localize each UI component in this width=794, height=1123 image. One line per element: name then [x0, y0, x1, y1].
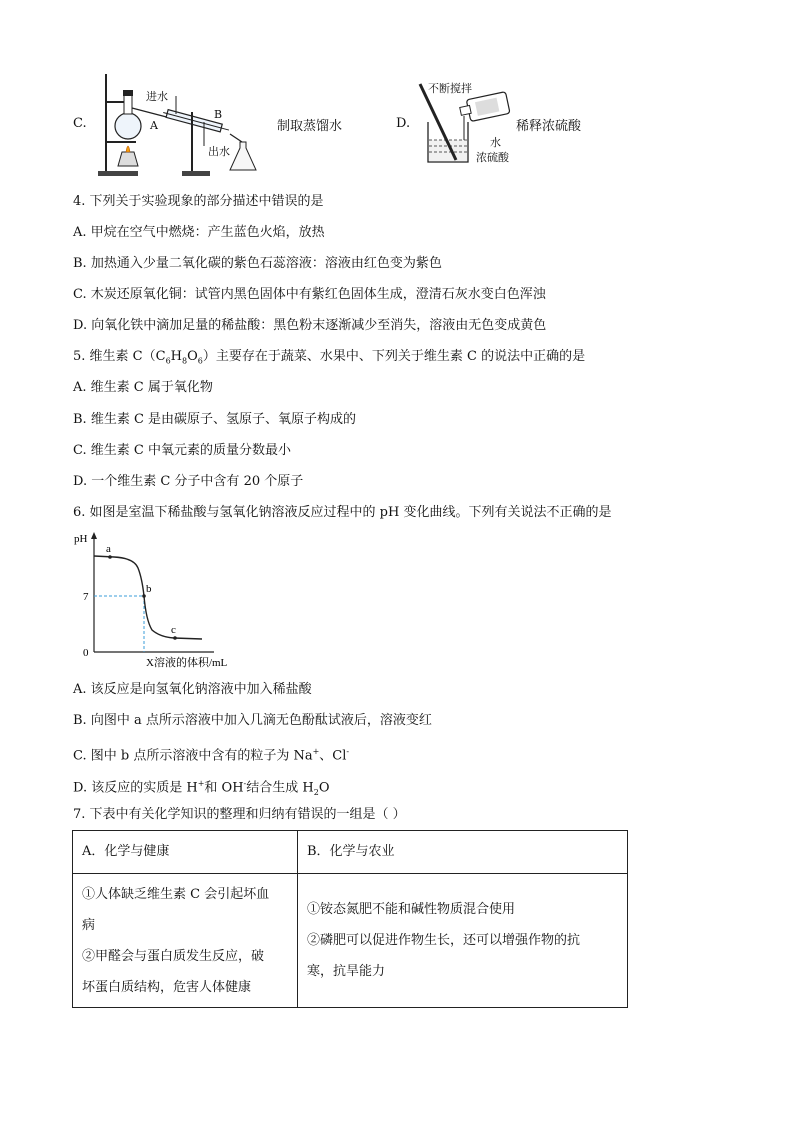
q3-option-d-text: 稀释浓硫酸	[516, 119, 582, 134]
tick-label-0: 0	[83, 647, 89, 659]
q6-option-c: C. 图中 b 点所示溶液中含有的粒子为 Na+、Cl-	[73, 747, 350, 764]
q3-option-d-label: D.	[396, 116, 411, 131]
label-b: B	[214, 108, 223, 121]
table-b-line-2: ②磷肥可以促进作物生长，还可以增强作物的抗	[307, 933, 581, 948]
q6-option-b: B. 向图中 a 点所示溶液中加入几滴无色酚酞试液后，溶液变红	[73, 713, 432, 728]
stir-label: 不断搅拌	[428, 82, 472, 95]
x-axis-label: X溶液的体积/mL	[146, 657, 228, 669]
acid-label: 浓硫酸	[476, 151, 509, 164]
q4-option-c: C. 木炭还原氧化铜：试管内黑色固体中有紫红色固体生成，澄清石灰水变白色浑浊	[73, 287, 546, 302]
out-water-label: 出水	[208, 145, 230, 158]
q5-option-c: C. 维生素 C 中氧元素的质量分数最小	[73, 443, 291, 458]
table-a-line-4: 坏蛋白质结构，危害人体健康	[82, 980, 252, 995]
q5-option-d: D. 一个维生素 C 分子中含有 20 个原子	[73, 474, 304, 489]
table-b-line-3: 寒，抗旱能力	[307, 964, 386, 979]
q4-option-a: A. 甲烷在空气中燃烧：产生蓝色火焰，放热	[73, 225, 325, 240]
in-water-label: 进水	[146, 90, 168, 103]
table-b-line-1: ①铵态氮肥不能和碱性物质混合使用	[307, 902, 516, 917]
table-col-divider	[297, 831, 298, 1007]
q6-stem: 6. 如图是室温下稀盐酸与氢氧化钠溶液反应过程中的 pH 变化曲线。下列有关说法不正确的是	[73, 505, 612, 520]
point-c-label: c	[171, 624, 176, 636]
y-axis-label: pH	[74, 533, 88, 545]
table-a-line-2: 病	[82, 918, 96, 933]
q6-option-d: D. 该反应的实质是 H+和 OH-结合生成 $H_2O$	[73, 779, 330, 797]
label-a: A	[150, 119, 158, 132]
q7-stem: 7. 下表中有关化学知识的整理和归纳有错误的一组是（ ）	[73, 807, 406, 822]
table-a-line-3: ②甲醛会与蛋白质发生反应，破	[82, 949, 265, 964]
ph-curve	[94, 556, 202, 639]
q6-option-a: A. 该反应是向氢氧化钠溶液中加入稀盐酸	[73, 682, 312, 697]
point-a	[108, 555, 112, 559]
q5-option-b: B. 维生素 C 是由碳原子、氢原子、氧原子构成的	[73, 412, 357, 427]
tick-label-7: 7	[83, 591, 89, 603]
water-label: 水	[490, 136, 501, 149]
table-header-a: A．化学与健康	[82, 844, 170, 859]
table-header-b: B．化学与农业	[307, 844, 395, 859]
knowledge-table	[72, 830, 628, 1008]
q5-stem: 5. 维生素 $C(C_6H_8O_6)$主要存在于蔬菜、水果中、下列关于维生素 C 的说法中正确的是	[73, 349, 586, 366]
point-a-label: a	[106, 543, 111, 555]
q4-stem: 4. 下列关于实验现象的部分描述中错误的是	[73, 194, 324, 209]
table-a-line-1: ①人体缺乏维生素 C 会引起坏血	[82, 887, 270, 902]
y-axis-arrow	[91, 532, 97, 539]
q4-option-b: B. 加热通入少量二氧化碳的紫色石蕊溶液：溶液由红色变为紫色	[73, 256, 442, 271]
q3-option-c-label: C.	[73, 116, 87, 131]
q5-option-a: A. 维生素 C 属于氧化物	[73, 380, 213, 395]
table-row-divider	[73, 873, 627, 874]
distillation-apparatus-figure	[96, 74, 268, 178]
point-b-label: b	[146, 583, 152, 595]
q4-option-d: D. 向氧化铁中滴加足量的稀盐酸：黑色粉末逐渐减少至消失，溶液由无色变成黄色	[73, 318, 547, 333]
q3-option-c-text: 制取蒸馏水	[277, 119, 343, 134]
point-c	[173, 636, 177, 640]
ph-curve-chart	[74, 530, 254, 670]
